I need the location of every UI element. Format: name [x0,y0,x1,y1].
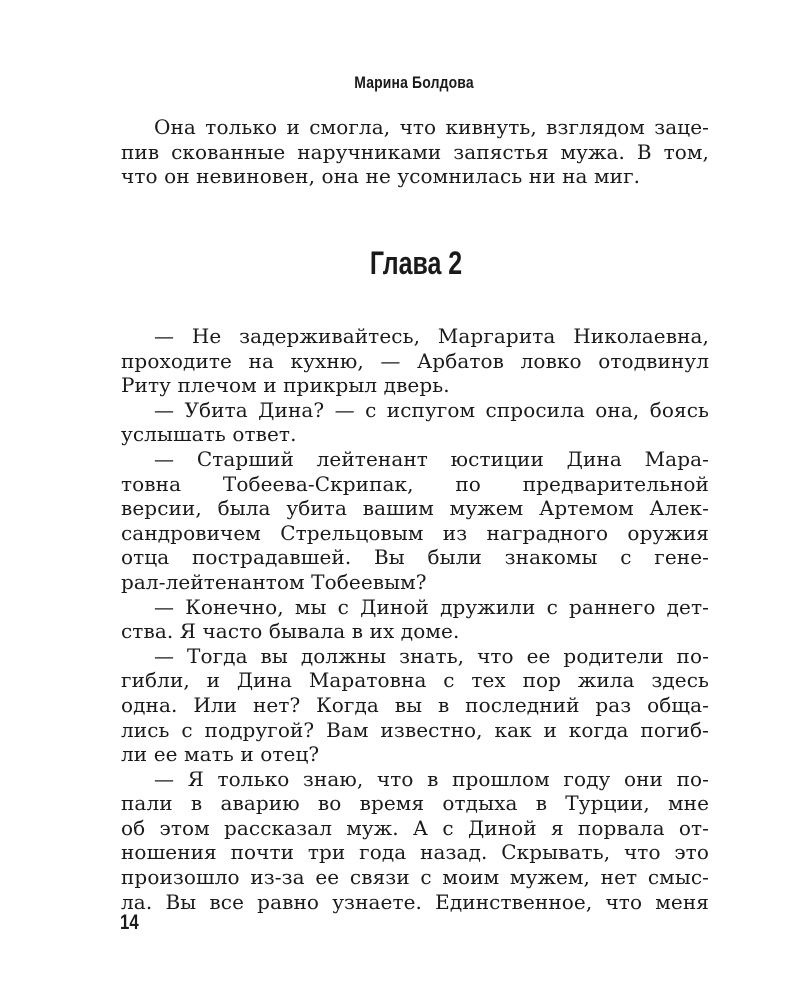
text-line: — Тогда вы должны знать, что ее родители по- [154,643,709,668]
text-line: пали в аварию во время отдыха в Турции, мне [121,791,709,816]
text-line: версии, была убита вашим мужем Артемом Алек- [121,496,709,521]
page-number: 14 [120,911,139,934]
text-line: ла. Вы все равно узнаете. Единственное, что меня [121,889,709,914]
text-line: лись с подругой? Вам известно, как и когда погиб- [121,717,709,742]
running-head-author: Марина Болдова [354,73,474,92]
text-line: об этом рассказал муж. А с Диной я порвала от- [121,815,709,840]
text-line: Риту плечом и прикрыл дверь. [121,373,450,398]
text-line: ношения почти три года назад. Скрывать, что это [121,840,709,865]
text-line: — Старший лейтенант юстиции Дина Мара- [154,446,709,471]
text-line: ства. Я часто бывала в их доме. [121,619,460,644]
text-line: ли ее мать и отец? [121,742,320,767]
text-line: — Конечно, мы с Диной дружили с раннего дет- [154,594,709,619]
text-line: Она только и смогла, что кивнуть, взглядом заце- [154,115,709,139]
text-line: — Я только знаю, что в прошлом году они по- [154,766,709,791]
text-line: товна Тобеева-Скрипак, по предварительной [121,471,709,496]
chapter-body [121,324,709,914]
intro-paragraph [121,115,709,189]
text-line: что он невиновен, она не усомнилась ни на миг. [121,164,641,189]
text-line: пив скованные наручниками запястья мужа. В том, [121,139,709,164]
text-line: — Не задерживайтесь, Маргарита Николаевна, [154,324,709,348]
text-line: — Убита Дина? — с испугом спросила она, боясь [154,397,709,422]
text-line: произошло из-за ее связи с моим мужем, нет смыс- [121,865,709,890]
text-line: проходите на кухню, — Арбатов ловко отодвинул [121,348,709,373]
text-line: гибли, и Дина Маратовна с тех пор жила здесь [121,668,709,693]
chapter-title: Глава 2 [369,245,463,281]
text-line: сандровичем Стрельцовым из наградного оружия [121,520,709,545]
text-line: отца пострадавшей. Вы были знакомы с гене- [121,545,709,570]
text-line: одна. Или нет? Когда вы в последний раз обща- [121,692,709,717]
text-line: услышать ответ. [121,422,297,447]
text-line: рал-лейтенантом Тобеевым? [121,569,427,594]
